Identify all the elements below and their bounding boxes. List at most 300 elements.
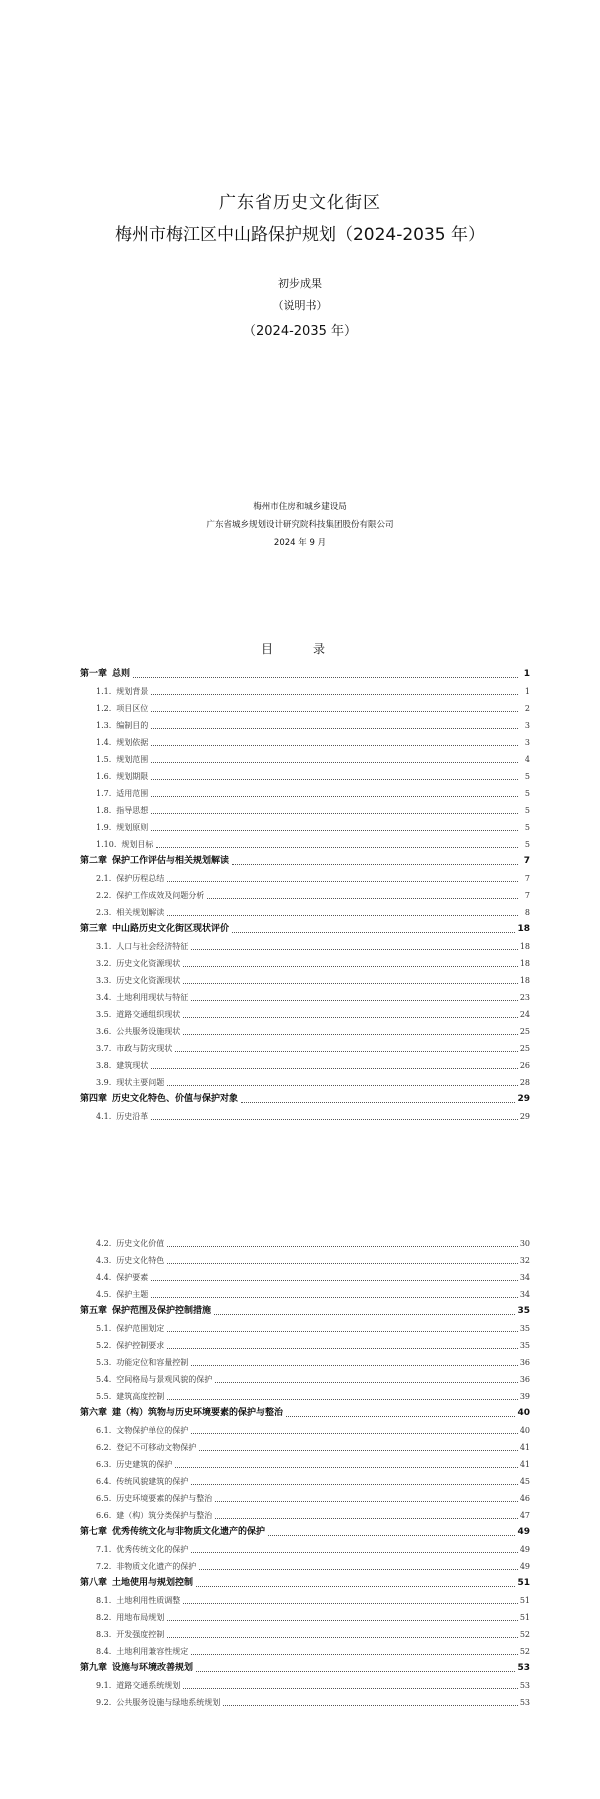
toc-section-entry[interactable] (96, 1337, 530, 1354)
toc-entry-title: 功能定位和容量控制 (116, 1358, 189, 1367)
toc-entry-title: 建（构）筑物与历史环境要素的保护与整治 (112, 1408, 284, 1418)
toc-dot-leader (167, 1246, 518, 1247)
toc-entry-title: 保护工作成效及问题分析 (116, 891, 205, 900)
toc-entry-title: 建（构）筑分类保护与整治 (116, 1511, 213, 1520)
toc-section-entry[interactable] (96, 683, 530, 700)
cover-title-line1: 广东省历史文化街区 (219, 193, 381, 213)
toc-entry-title: 传统风貌建筑的保护 (116, 1477, 189, 1486)
toc-entry-number: 第九章 (80, 1663, 108, 1673)
toc-entry-label (80, 666, 130, 683)
toc-page-number: 4 (524, 755, 530, 764)
toc-page-number: 49 (519, 1562, 530, 1571)
toc-entry-title: 项目区位 (116, 704, 149, 713)
toc-entry-title: 中山路历史文化街区现状评价 (112, 924, 230, 934)
toc-entry-title: 历史文化价值 (116, 1239, 165, 1248)
toc-section-entry[interactable] (96, 1677, 530, 1694)
toc-dot-leader (183, 983, 518, 984)
toc-section-entry[interactable] (96, 802, 530, 819)
toc-dot-leader (151, 779, 518, 780)
toc-dot-leader (207, 898, 518, 899)
toc-entry-title: 市政与防灾现状 (116, 1044, 173, 1053)
toc-entry-number: 1.4. (96, 738, 112, 747)
toc-dot-leader (167, 1263, 518, 1264)
toc-dot-leader (167, 915, 518, 916)
toc-entry-number: 6.3. (96, 1460, 112, 1469)
toc-dot-leader (167, 1399, 518, 1400)
toc-title: 目 录 (260, 642, 339, 656)
toc-entry-number: 第五章 (80, 1306, 108, 1316)
toc-entry-number: 8.1. (96, 1596, 112, 1605)
toc-dot-leader (151, 711, 518, 712)
toc-page-number: 36 (519, 1375, 530, 1384)
toc-entry-label (96, 1694, 220, 1711)
toc-page-number: 26 (519, 1061, 530, 1070)
toc-entry-label (80, 921, 229, 938)
toc-page-2 (0, 1235, 600, 1711)
toc-entry-number: 4.5. (96, 1290, 112, 1299)
toc-dot-leader (215, 1501, 518, 1502)
toc-page-number: 34 (519, 1290, 530, 1299)
toc-section-entry[interactable] (96, 1694, 530, 1711)
toc-entry-number: 3.2. (96, 959, 112, 968)
toc-dot-leader (191, 949, 518, 950)
toc-dot-leader (151, 1068, 518, 1069)
toc-entry-number: 1.5. (96, 755, 112, 764)
toc-entry-label (96, 1490, 212, 1507)
toc-list (0, 666, 600, 1125)
toc-page-number: 49 (519, 1545, 530, 1554)
toc-dot-leader (183, 1034, 518, 1035)
toc-entry-title: 规划依据 (116, 738, 149, 747)
toc-entry-number: 6.6. (96, 1511, 112, 1520)
toc-entry-title: 历史环境要素的保护与整治 (116, 1494, 213, 1503)
toc-entry-label (96, 734, 148, 751)
toc-entry-number: 1.8. (96, 806, 112, 815)
toc-entry-label (96, 1507, 212, 1524)
toc-dot-leader (175, 1467, 518, 1468)
toc-section-entry[interactable] (96, 887, 530, 904)
toc-entry-label (80, 1303, 211, 1320)
toc-entry-title: 规划背景 (116, 687, 149, 696)
toc-section-entry[interactable] (96, 938, 530, 955)
cover-title-line2: 梅州市梅江区中山路保护规划（2024-2035 年） (114, 225, 486, 245)
toc-page-number: 51 (517, 1578, 530, 1588)
toc-chapter-entry[interactable] (80, 1405, 530, 1422)
toc-section-entry[interactable] (96, 700, 530, 717)
toc-entry-label (80, 1575, 193, 1592)
toc-page-number: 3 (524, 721, 530, 730)
toc-entry-number: 2.2. (96, 891, 112, 900)
toc-entry-label (96, 938, 188, 955)
toc-entry-title: 历史沿革 (116, 1112, 149, 1121)
toc-dot-leader (167, 1085, 518, 1086)
toc-dot-leader (232, 932, 515, 933)
toc-chapter-entry[interactable] (80, 1660, 530, 1677)
toc-page-number: 7 (523, 856, 530, 866)
toc-dot-leader (223, 1705, 518, 1706)
toc-entry-title: 公共服务设施与绿地系统规划 (116, 1698, 221, 1707)
toc-dot-leader (268, 1535, 515, 1536)
toc-page-number: 7 (524, 891, 530, 900)
toc-entry-title: 用地布局规划 (116, 1613, 165, 1622)
toc-section-entry[interactable] (96, 1473, 530, 1490)
toc-dot-leader (196, 1586, 515, 1587)
toc-section-entry[interactable] (96, 785, 530, 802)
toc-entry-number: 5.5. (96, 1392, 112, 1401)
toc-dot-leader (167, 1348, 518, 1349)
toc-section-entry[interactable] (96, 972, 530, 989)
toc-entry-title: 设施与环境改善规划 (112, 1663, 194, 1673)
toc-entry-label (96, 1354, 188, 1371)
toc-page-number: 34 (519, 1273, 530, 1282)
toc-section-entry[interactable] (96, 1320, 530, 1337)
toc-page-number: 5 (524, 840, 530, 849)
toc-chapter-entry[interactable] (80, 1303, 530, 1320)
toc-entry-number: 3.6. (96, 1027, 112, 1036)
toc-entry-title: 登记不可移动文物保护 (116, 1443, 197, 1452)
toc-entry-label (96, 683, 148, 700)
toc-page-number: 36 (519, 1358, 530, 1367)
toc-entry-title: 公共服务设施现状 (116, 1027, 181, 1036)
toc-entry-label (96, 1643, 188, 1660)
toc-section-entry[interactable] (96, 717, 530, 734)
toc-section-entry[interactable] (96, 819, 530, 836)
toc-entry-number: 8.3. (96, 1630, 112, 1639)
toc-section-entry[interactable] (96, 1371, 530, 1388)
toc-entry-title: 建筑高度控制 (116, 1392, 165, 1401)
toc-page-number: 47 (519, 1511, 530, 1520)
toc-page-number: 41 (519, 1443, 530, 1452)
cover-page (0, 0, 600, 620)
toc-entry-number: 第四章 (80, 1094, 108, 1104)
toc-chapter-entry[interactable] (80, 1091, 530, 1108)
toc-entry-title: 空间格局与景观风貌的保护 (116, 1375, 213, 1384)
toc-entry-label (96, 1558, 196, 1575)
toc-section-entry[interactable] (96, 904, 530, 921)
toc-dot-leader (183, 1017, 518, 1018)
toc-chapter-entry[interactable] (80, 1524, 530, 1541)
toc-entry-label (96, 819, 148, 836)
toc-section-entry[interactable] (96, 1269, 530, 1286)
toc-page-number: 1 (524, 687, 530, 696)
toc-page-1 (0, 640, 600, 1125)
toc-dot-leader (191, 1654, 518, 1655)
toc-entry-label (96, 1337, 164, 1354)
toc-entry-title: 现状主要问题 (116, 1078, 165, 1087)
toc-entry-label (96, 717, 148, 734)
toc-dot-leader (183, 1688, 518, 1689)
toc-dot-leader (151, 813, 518, 814)
toc-chapter-entry[interactable] (80, 921, 530, 938)
toc-page-number: 5 (524, 772, 530, 781)
toc-entry-label (96, 1108, 148, 1125)
toc-entry-number: 3.8. (96, 1061, 112, 1070)
toc-entry-title: 保护要素 (116, 1273, 149, 1282)
toc-entry-label (96, 1320, 164, 1337)
toc-entry-label (96, 1057, 148, 1074)
toc-entry-label (96, 972, 180, 989)
toc-entry-title: 文物保护单位的保护 (116, 1426, 189, 1435)
toc-section-entry[interactable] (96, 1609, 530, 1626)
toc-page-number: 7 (524, 874, 530, 883)
toc-section-entry[interactable] (96, 1354, 530, 1371)
toc-page-number: 49 (517, 1527, 530, 1537)
toc-entry-label (96, 870, 164, 887)
toc-page-number: 29 (519, 1112, 530, 1121)
toc-entry-title: 土地利用性质调整 (116, 1596, 181, 1605)
toc-section-entry[interactable] (96, 1388, 530, 1405)
toc-entry-title: 优秀传统文化的保护 (116, 1545, 189, 1554)
toc-section-entry[interactable] (96, 1592, 530, 1609)
toc-section-entry[interactable] (96, 768, 530, 785)
cover-subtitle-stage: 初步成果 (278, 277, 322, 290)
toc-section-entry[interactable] (96, 1490, 530, 1507)
toc-entry-number: 8.4. (96, 1647, 112, 1656)
toc-dot-leader (191, 1365, 518, 1366)
toc-chapter-entry[interactable] (80, 1575, 530, 1592)
toc-entry-label (96, 1040, 172, 1057)
toc-page-number: 28 (519, 1078, 530, 1087)
toc-entry-number: 4.4. (96, 1273, 112, 1282)
toc-entry-title: 非物质文化遗产的保护 (116, 1562, 197, 1571)
toc-page-number: 5 (524, 823, 530, 832)
toc-dot-leader (151, 1297, 518, 1298)
toc-section-entry[interactable] (96, 734, 530, 751)
toc-section-entry[interactable] (96, 989, 530, 1006)
toc-section-entry[interactable] (96, 1235, 530, 1252)
toc-entry-number: 第二章 (80, 856, 108, 866)
toc-entry-label (96, 1541, 188, 1558)
toc-entry-title: 建筑现状 (116, 1061, 149, 1070)
toc-entry-label (96, 989, 188, 1006)
toc-page-number: 5 (524, 789, 530, 798)
toc-page-number: 51 (519, 1596, 530, 1605)
toc-entry-number: 1.2. (96, 704, 112, 713)
toc-entry-number: 5.2. (96, 1341, 112, 1350)
toc-entry-title: 土地利用现状与特征 (116, 993, 189, 1002)
toc-entry-number: 1.9. (96, 823, 112, 832)
toc-dot-leader (156, 847, 518, 848)
toc-entry-number: 9.1. (96, 1681, 112, 1690)
toc-entry-label (96, 802, 148, 819)
toc-entry-title: 优秀传统文化与非物质文化遗产的保护 (112, 1527, 266, 1537)
toc-entry-number: 第三章 (80, 924, 108, 934)
toc-entry-label (96, 785, 148, 802)
toc-page-number: 18 (519, 942, 530, 951)
toc-entry-label (96, 1023, 180, 1040)
toc-dot-leader (286, 1416, 515, 1417)
toc-page-number: 18 (519, 959, 530, 968)
toc-entry-title: 保护主题 (116, 1290, 149, 1299)
toc-page-number: 18 (519, 976, 530, 985)
toc-entry-number: 8.2. (96, 1613, 112, 1622)
toc-entry-title: 历史文化资源现状 (116, 976, 181, 985)
toc-entry-label (96, 1677, 180, 1694)
toc-entry-number: 2.3. (96, 908, 112, 917)
toc-entry-number: 3.7. (96, 1044, 112, 1053)
toc-section-entry[interactable] (96, 1558, 530, 1575)
toc-section-entry[interactable] (96, 870, 530, 887)
toc-entry-label (96, 836, 153, 853)
toc-section-entry[interactable] (96, 1006, 530, 1023)
toc-entry-title: 规划期限 (116, 772, 149, 781)
toc-page-number: 52 (519, 1647, 530, 1656)
toc-dot-leader (167, 1331, 518, 1332)
toc-entry-label (96, 700, 148, 717)
toc-entry-title: 土地利用兼容性规定 (116, 1647, 189, 1656)
toc-entry-label (96, 1626, 164, 1643)
toc-dot-leader (183, 1603, 518, 1604)
toc-page-number: 30 (519, 1239, 530, 1248)
toc-entry-number: 3.5. (96, 1010, 112, 1019)
toc-entry-number: 1.6. (96, 772, 112, 781)
toc-entry-label (96, 904, 164, 921)
toc-dot-leader (167, 1620, 518, 1621)
toc-dot-leader (151, 694, 518, 695)
toc-entry-title: 规划目标 (121, 840, 154, 849)
toc-entry-label (96, 751, 148, 768)
toc-dot-leader (151, 796, 518, 797)
toc-entry-title: 历史建筑的保护 (116, 1460, 173, 1469)
toc-section-entry[interactable] (96, 1456, 530, 1473)
toc-section-entry[interactable] (96, 1074, 530, 1091)
toc-section-entry[interactable] (96, 1541, 530, 1558)
toc-entry-title: 规划原则 (116, 823, 149, 832)
toc-dot-leader (133, 677, 518, 678)
toc-page-number: 24 (519, 1010, 530, 1019)
toc-section-entry[interactable] (96, 1286, 530, 1303)
toc-dot-leader (196, 1671, 515, 1672)
toc-page-number: 41 (519, 1460, 530, 1469)
toc-entry-title: 总则 (112, 669, 131, 679)
toc-page-number: 1 (523, 669, 530, 679)
toc-entry-label (96, 1422, 188, 1439)
toc-list (0, 1235, 600, 1711)
toc-page-number: 2 (524, 704, 530, 713)
toc-page-number: 39 (519, 1392, 530, 1401)
toc-entry-title: 指导思想 (116, 806, 149, 815)
toc-entry-number: 1.10. (96, 840, 117, 849)
toc-entry-title: 适用范围 (116, 789, 149, 798)
toc-page-number: 3 (524, 738, 530, 747)
toc-entry-label (80, 1091, 238, 1108)
toc-page-number: 8 (524, 908, 530, 917)
toc-entry-title: 保护历程总结 (116, 874, 165, 883)
toc-dot-leader (167, 1637, 518, 1638)
toc-chapter-entry[interactable] (80, 666, 530, 683)
toc-page-number: 45 (519, 1477, 530, 1486)
toc-entry-label (96, 1269, 148, 1286)
toc-page-number: 46 (519, 1494, 530, 1503)
toc-entry-number: 9.2. (96, 1698, 112, 1707)
toc-entry-label (96, 768, 148, 785)
toc-section-entry[interactable] (96, 1108, 530, 1125)
toc-entry-number: 第六章 (80, 1408, 108, 1418)
toc-page-number: 29 (517, 1094, 530, 1104)
toc-entry-label (80, 1405, 283, 1422)
toc-entry-title: 保护范围划定 (116, 1324, 165, 1333)
cover-org-client: 梅州市住房和城乡建设局 (253, 502, 347, 512)
toc-entry-title: 道路交通组织现状 (116, 1010, 181, 1019)
toc-page-number: 51 (519, 1613, 530, 1622)
toc-dot-leader (151, 728, 518, 729)
toc-entry-label (80, 853, 229, 870)
toc-dot-leader (151, 1280, 518, 1281)
toc-entry-title: 开发强度控制 (116, 1630, 165, 1639)
toc-entry-title: 保护控制要求 (116, 1341, 165, 1350)
toc-page-number: 5 (524, 806, 530, 815)
toc-entry-number: 7.2. (96, 1562, 112, 1571)
toc-section-entry[interactable] (96, 1507, 530, 1524)
toc-section-entry[interactable] (96, 1023, 530, 1040)
toc-entry-label (96, 1609, 164, 1626)
toc-entry-number: 3.3. (96, 976, 112, 985)
cover-subtitle-period: （2024-2035 年） (243, 324, 357, 339)
toc-entry-number: 6.2. (96, 1443, 112, 1452)
toc-page-number: 52 (519, 1630, 530, 1639)
toc-section-entry[interactable] (96, 1643, 530, 1660)
toc-section-entry[interactable] (96, 1626, 530, 1643)
toc-entry-number: 4.1. (96, 1112, 112, 1121)
toc-page-number: 35 (519, 1324, 530, 1333)
toc-entry-number: 2.1. (96, 874, 112, 883)
toc-chapter-entry[interactable] (80, 853, 530, 870)
toc-dot-leader (151, 1119, 518, 1120)
toc-entry-label (96, 1235, 164, 1252)
toc-section-entry[interactable] (96, 955, 530, 972)
toc-entry-number: 第七章 (80, 1527, 108, 1537)
toc-page-number: 53 (519, 1698, 530, 1707)
toc-page-number: 35 (517, 1306, 530, 1316)
toc-entry-number: 4.2. (96, 1239, 112, 1248)
toc-section-entry[interactable] (96, 1040, 530, 1057)
toc-entry-title: 历史文化特色 (116, 1256, 165, 1265)
toc-dot-leader (191, 1433, 518, 1434)
toc-dot-leader (151, 745, 518, 746)
toc-entry-number: 6.5. (96, 1494, 112, 1503)
toc-section-entry[interactable] (96, 1422, 530, 1439)
toc-page-number: 53 (517, 1663, 530, 1673)
toc-section-entry[interactable] (96, 836, 530, 853)
toc-section-entry[interactable] (96, 1439, 530, 1456)
toc-entry-number: 5.4. (96, 1375, 112, 1384)
toc-dot-leader (191, 1000, 518, 1001)
toc-entry-number: 3.4. (96, 993, 112, 1002)
toc-entry-label (96, 1473, 188, 1490)
toc-dot-leader (191, 1552, 518, 1553)
toc-entry-number: 6.1. (96, 1426, 112, 1435)
cover-org-author: 广东省城乡规划设计研究院科技集团股份有限公司 (206, 520, 394, 530)
toc-entry-title: 道路交通系统规划 (116, 1681, 181, 1690)
toc-entry-title: 土地使用与规划控制 (112, 1578, 194, 1588)
toc-entry-title: 历史文化资源现状 (116, 959, 181, 968)
toc-page-number: 32 (519, 1256, 530, 1265)
toc-dot-leader (215, 1382, 518, 1383)
toc-section-entry[interactable] (96, 1057, 530, 1074)
toc-entry-number: 第一章 (80, 669, 108, 679)
toc-entry-label (96, 1371, 212, 1388)
toc-section-entry[interactable] (96, 1252, 530, 1269)
toc-entry-number: 7.1. (96, 1545, 112, 1554)
toc-dot-leader (214, 1314, 515, 1315)
toc-entry-label (96, 1388, 164, 1405)
toc-section-entry[interactable] (96, 751, 530, 768)
toc-entry-label (96, 1439, 196, 1456)
toc-entry-label (96, 1006, 180, 1023)
toc-dot-leader (241, 1102, 515, 1103)
toc-entry-number: 3.9. (96, 1078, 112, 1087)
toc-page-number: 23 (519, 993, 530, 1002)
